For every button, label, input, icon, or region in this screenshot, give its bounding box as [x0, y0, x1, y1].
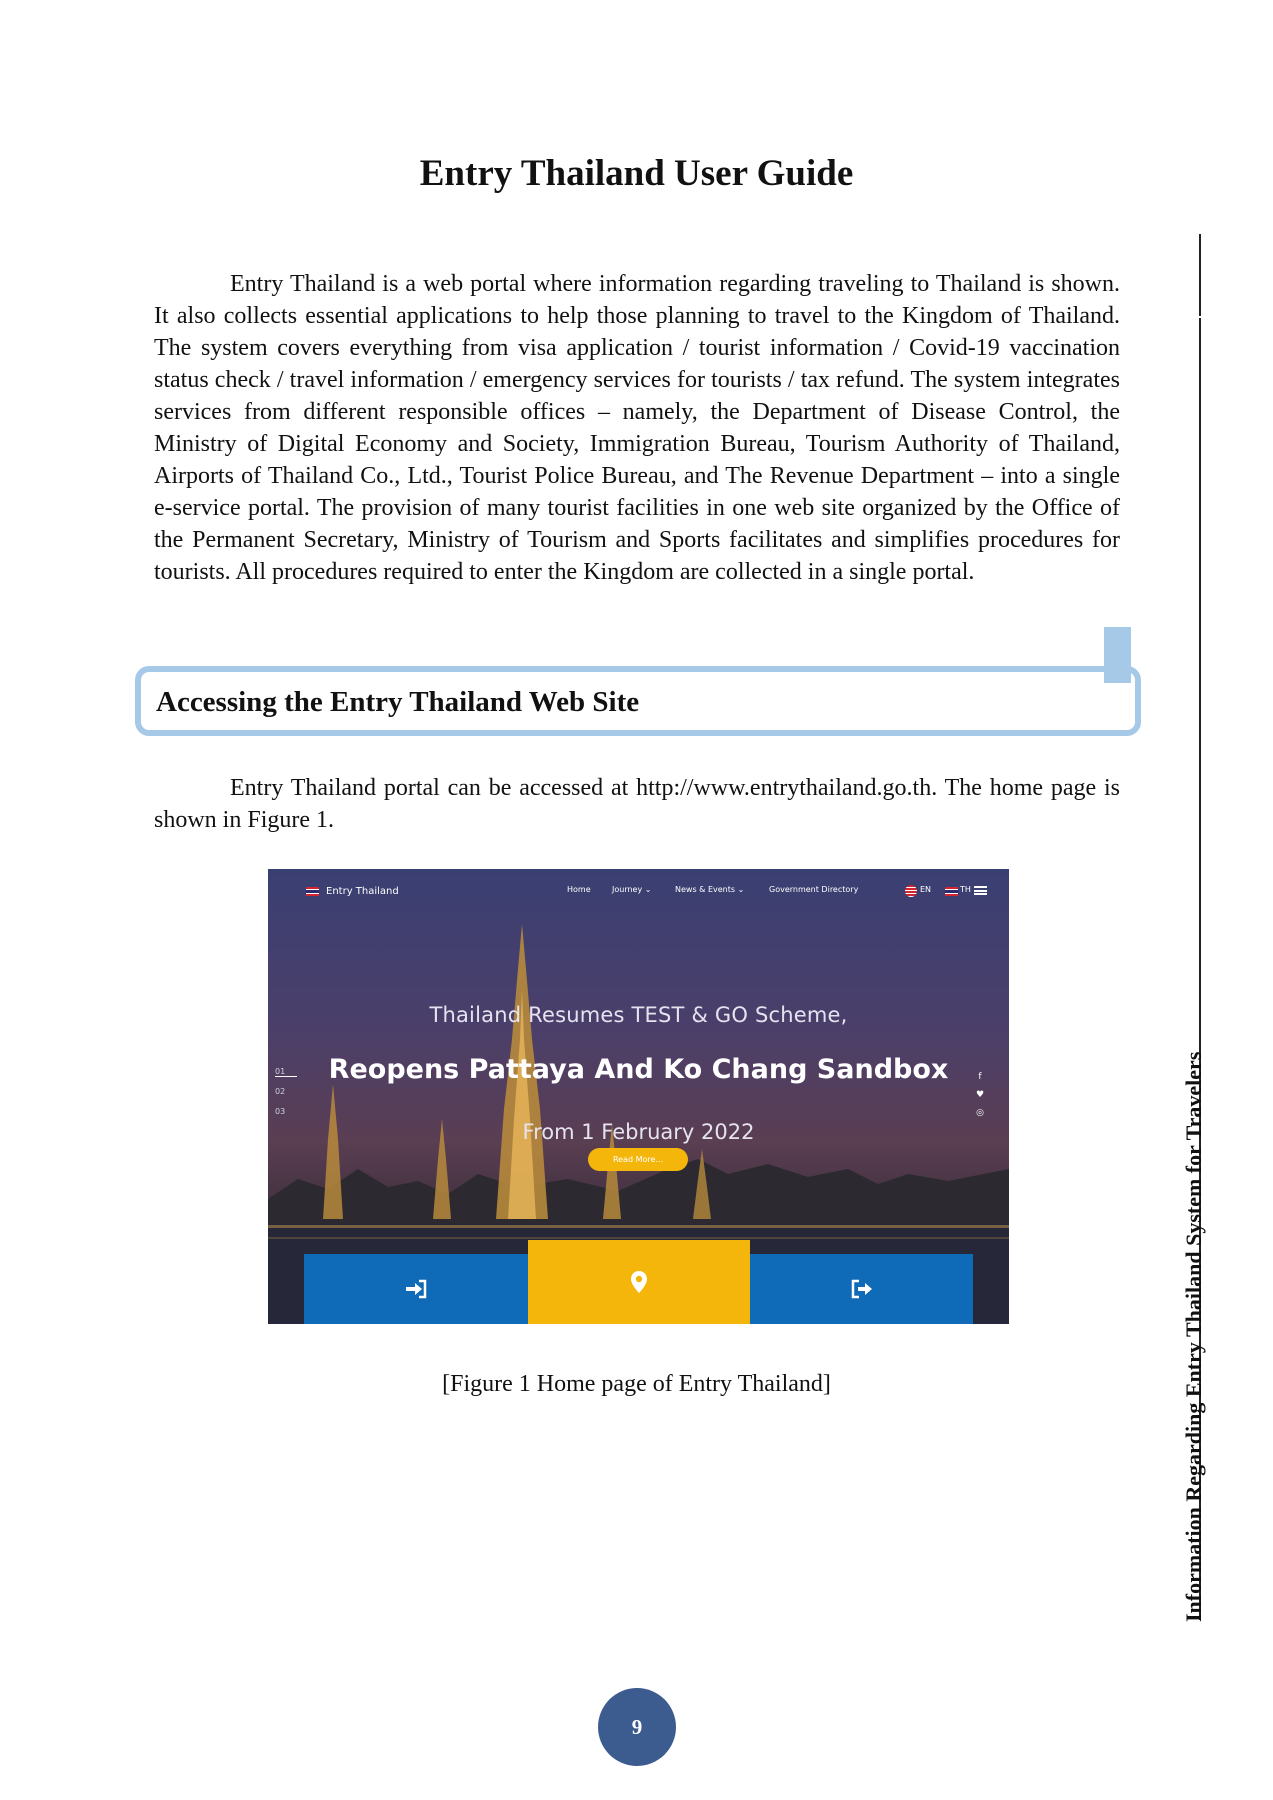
figure-nav-home: Home	[567, 885, 591, 894]
instagram-icon: ◎	[976, 1108, 984, 1118]
page-title: Entry Thailand User Guide	[419, 153, 854, 194]
page-number-badge: 9	[598, 1688, 676, 1766]
figure-tile-location	[528, 1240, 750, 1324]
figure-social-links	[974, 1068, 986, 1122]
figure-read-more-button: Read More...	[588, 1148, 688, 1171]
slide-02: 02	[275, 1087, 286, 1096]
facebook-icon: f	[978, 1072, 982, 1082]
figure-headline: Reopens Pattaya And Ko Chang Sandbox	[328, 1054, 949, 1085]
side-rule-top	[1199, 234, 1201, 316]
figure-slide-indicator	[275, 1062, 285, 1122]
side-running-title: Information Regarding Entry Thailand System for Travelers	[1181, 1051, 1206, 1622]
figure-navbar	[268, 881, 1009, 901]
figure-brand: Entry Thailand	[326, 886, 399, 897]
figure-lang-th: TH	[960, 885, 971, 894]
figure-nav-journey: Journey ⌄	[612, 885, 652, 894]
figure-tile-logout	[750, 1254, 973, 1324]
intro-paragraph	[154, 268, 1120, 588]
homepage-screenshot-figure	[268, 869, 1009, 1324]
figure-subtitle: Thailand Resumes TEST & GO Scheme,	[429, 1003, 848, 1027]
slide-01: 01	[275, 1067, 286, 1076]
slide-03: 03	[275, 1107, 286, 1116]
location-pin-icon	[630, 1270, 648, 1294]
active-slide-bar	[275, 1076, 297, 1077]
login-icon	[404, 1279, 428, 1299]
intro-text: Entry Thailand is a web portal where information regarding traveling to Thailand is shown. It also collects essential applications to help those planning to travel to the Kingdom of Thailand. The system covers everything from visa application / tourist information / Covid-19 vaccination status check / travel information / emergency services for tourists / tax refund. The system integrates services from different responsible offices – namely, the Department of Disease Control, the Ministry of Digital Economy and Society, Immigration Bureau, Tourism Authority of Thailand, Airports of Thailand Co., Ltd., Tourist Police Bureau, and The Revenue Department – into a single e-service portal. The provision of many tourist facilities in one web site organized by the Office of the Permanent Secretary, Ministry of Tourism and Sports facilitates and simplifies procedures for tourists. All procedures required to enter the Kingdom are collected in a single portal.	[154, 271, 1120, 585]
figure-lang-en: EN	[920, 885, 932, 894]
thai-flag-small-icon	[945, 887, 958, 896]
section-heading: Accessing the Entry Thailand Web Site	[156, 686, 640, 718]
twitter-icon: ♥	[975, 1090, 985, 1100]
us-flag-icon	[905, 885, 917, 897]
figure-nav-news: News & Events ⌄	[675, 885, 745, 894]
access-paragraph	[154, 772, 1120, 836]
access-text: Entry Thailand portal can be accessed at http://www.entrythailand.go.th. The home page is shown in Figure 1.	[154, 775, 1120, 833]
logout-icon	[850, 1279, 874, 1299]
figure-date: From 1 February 2022	[522, 1120, 755, 1144]
figure-tile-login	[304, 1254, 528, 1324]
figure-caption: [Figure 1 Home page of Entry Thailand]	[442, 1371, 831, 1397]
thai-flag-icon	[306, 887, 319, 896]
figure-nav-government: Government Directory	[769, 885, 859, 894]
hamburger-menu-icon	[974, 886, 987, 895]
